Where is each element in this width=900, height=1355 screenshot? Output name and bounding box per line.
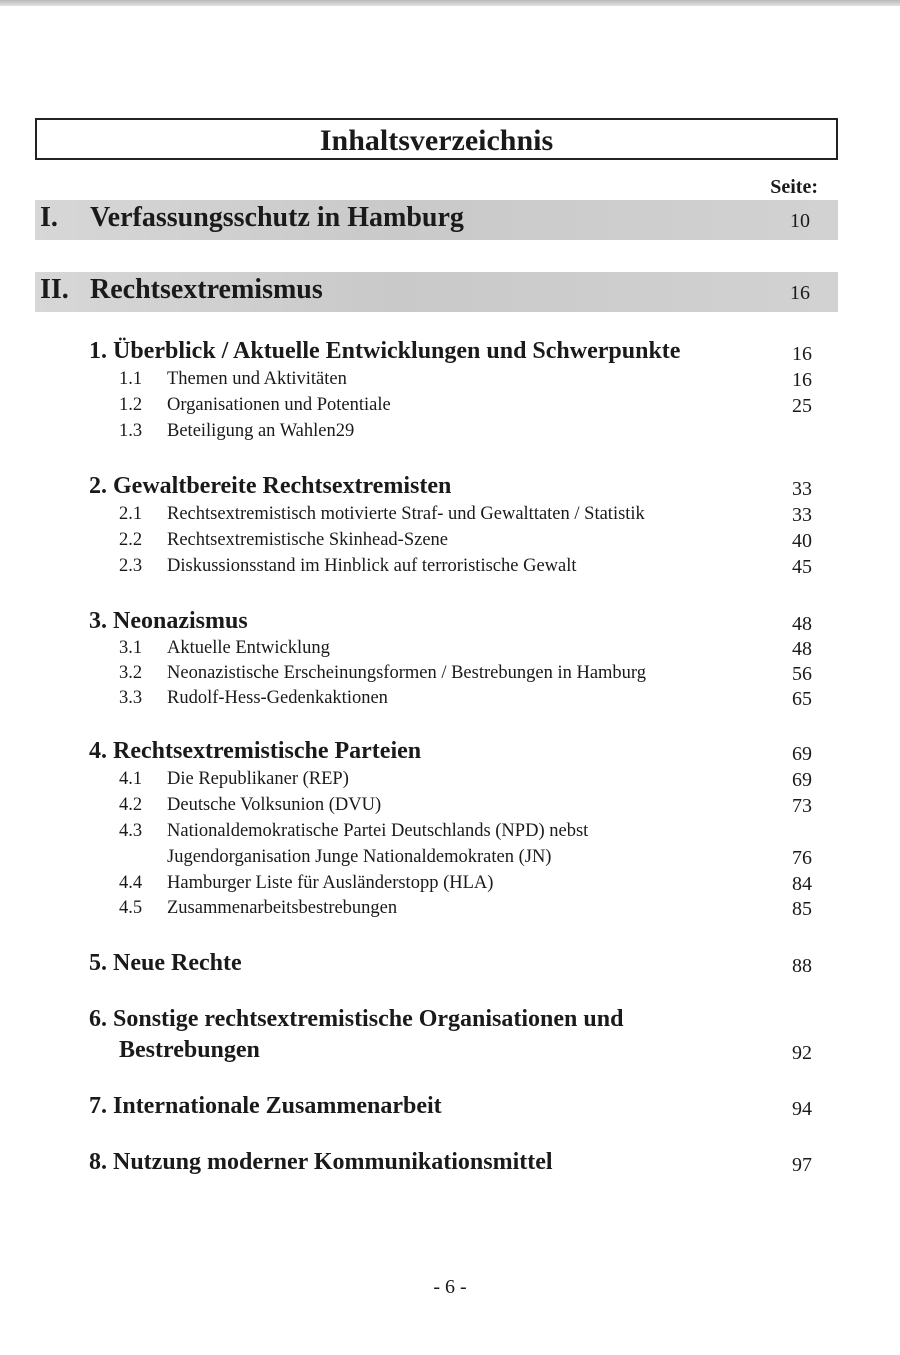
subsection-number: 1.1 — [119, 369, 143, 389]
subsection-number: 4.3 — [119, 821, 143, 841]
page-title: Inhaltsverzeichnis — [319, 124, 554, 157]
toc-section-1[interactable] — [89, 338, 812, 365]
page-top-rule — [0, 0, 900, 6]
subsection-page: 65 — [792, 688, 812, 710]
section-page: 94 — [792, 1098, 812, 1120]
subsection-number: 3.3 — [119, 688, 143, 708]
section-title: Gewaltbereite Rechtsextremisten — [113, 473, 452, 499]
part-number: I. — [40, 202, 58, 233]
section-page: 88 — [792, 955, 812, 977]
subsection-title: Rechtsextremistische Skinhead-Szene — [167, 530, 449, 550]
subsection-title: Diskussionsstand im Hinblick auf terroristische Gewalt — [167, 556, 577, 576]
section-page: 33 — [792, 478, 812, 500]
subsection-title: Themen und Aktivitäten — [167, 369, 347, 389]
subsection-title: Nationaldemokratische Partei Deutschlands (NPD) nebst — [167, 821, 589, 841]
subsection-page: 56 — [792, 663, 812, 685]
section-page: 48 — [792, 613, 812, 635]
section-page: 97 — [792, 1154, 812, 1176]
subsection-number: 4.2 — [119, 795, 143, 815]
toc-part-2[interactable] — [35, 272, 838, 312]
subsection-title: Rechtsextremistisch motivierte Straf- und Gewalttaten / Statistik — [167, 504, 645, 524]
subsection-number: 3.2 — [119, 663, 143, 683]
section-title: Nutzung moderner Kommunikationsmittel — [113, 1149, 553, 1175]
title-box — [35, 118, 838, 160]
section-number: 6. — [89, 1006, 107, 1032]
subsection-page: 69 — [792, 769, 812, 791]
subsection-page: 73 — [792, 795, 812, 817]
toc-section-7[interactable] — [89, 1093, 812, 1120]
toc-section-8[interactable] — [89, 1149, 812, 1176]
toc-section-3[interactable] — [89, 608, 812, 635]
section-number: 3. — [89, 608, 107, 634]
subsection-number: 1.2 — [119, 395, 143, 415]
section-title: Neonazismus — [113, 608, 248, 634]
subsection-title: Hamburger Liste für Ausländerstopp (HLA) — [167, 873, 494, 893]
subsection-title: Die Republikaner (REP) — [167, 769, 349, 789]
subsection-number: 2.3 — [119, 556, 143, 576]
seite-label: Seite: — [770, 176, 818, 198]
subsection-title: Beteiligung an Wahlen29 — [167, 421, 355, 441]
part-number: II. — [40, 274, 69, 305]
subsection-page: 48 — [792, 638, 812, 660]
subsection-number: 2.2 — [119, 530, 143, 550]
section-number: 2. — [89, 473, 107, 499]
subsection-title: Deutsche Volksunion (DVU) — [167, 795, 382, 815]
section-number: 4. — [89, 738, 107, 764]
subsection-number: 1.3 — [119, 421, 143, 441]
section-number: 8. — [89, 1149, 107, 1175]
section-number: 7. — [89, 1093, 107, 1119]
section-page: 69 — [792, 743, 812, 765]
subsection-title: Neonazistische Erscheinungsformen / Bestrebungen in Hamburg — [167, 663, 646, 683]
section-title: Neue Rechte — [113, 950, 242, 976]
subsection-page: 76 — [792, 847, 812, 869]
subsection-page: 45 — [792, 556, 812, 578]
section-title: Sonstige rechtsextremistische Organisationen und — [113, 1006, 624, 1032]
section-page: 16 — [792, 343, 812, 365]
toc-section-6-continued[interactable] — [119, 1037, 812, 1064]
section-title: Internationale Zusammenarbeit — [113, 1093, 442, 1119]
toc-section-6[interactable] — [89, 1006, 812, 1033]
subsection-title-line2: Jugendorganisation Junge Nationaldemokraten (JN) — [167, 847, 552, 867]
subsection-page: 33 — [792, 504, 812, 526]
subsection-number: 4.1 — [119, 769, 143, 789]
section-number: 5. — [89, 950, 107, 976]
toc-section-2[interactable] — [89, 473, 812, 500]
section-title: Überblick / Aktuelle Entwicklungen und Schwerpunkte — [113, 338, 681, 364]
subsection-page: 25 — [792, 395, 812, 417]
part-page: 10 — [790, 210, 810, 232]
subsection-title: Organisationen und Potentiale — [167, 395, 391, 415]
subsection-number: 4.5 — [119, 898, 143, 918]
section-title-line2: Bestrebungen — [119, 1037, 260, 1063]
subsection-page: 16 — [792, 369, 812, 391]
subsection-number: 3.1 — [119, 638, 143, 658]
subsection-title: Aktuelle Entwicklung — [167, 638, 330, 658]
section-page: 92 — [792, 1042, 812, 1064]
toc-part-1[interactable] — [35, 200, 838, 240]
subsection-page: 85 — [792, 898, 812, 920]
page-number-footer: - 6 - — [433, 1276, 467, 1298]
subsection-page: 40 — [792, 530, 812, 552]
subsection-title: Rudolf-Hess-Gedenkaktionen — [167, 688, 388, 708]
subsection-page: 84 — [792, 873, 812, 895]
subsection-number: 2.1 — [119, 504, 143, 524]
subsection-title: Zusammenarbeitsbestrebungen — [167, 898, 398, 918]
part-title: Verfassungsschutz in Hamburg — [90, 202, 464, 233]
part-page: 16 — [790, 282, 810, 304]
section-number: 1. — [89, 338, 107, 364]
toc-section-4[interactable] — [89, 738, 812, 765]
part-title: Rechtsextremismus — [90, 274, 323, 305]
subsection-number: 4.4 — [119, 873, 143, 893]
toc-section-5[interactable] — [89, 950, 812, 977]
section-title: Rechtsextremistische Parteien — [113, 738, 422, 764]
